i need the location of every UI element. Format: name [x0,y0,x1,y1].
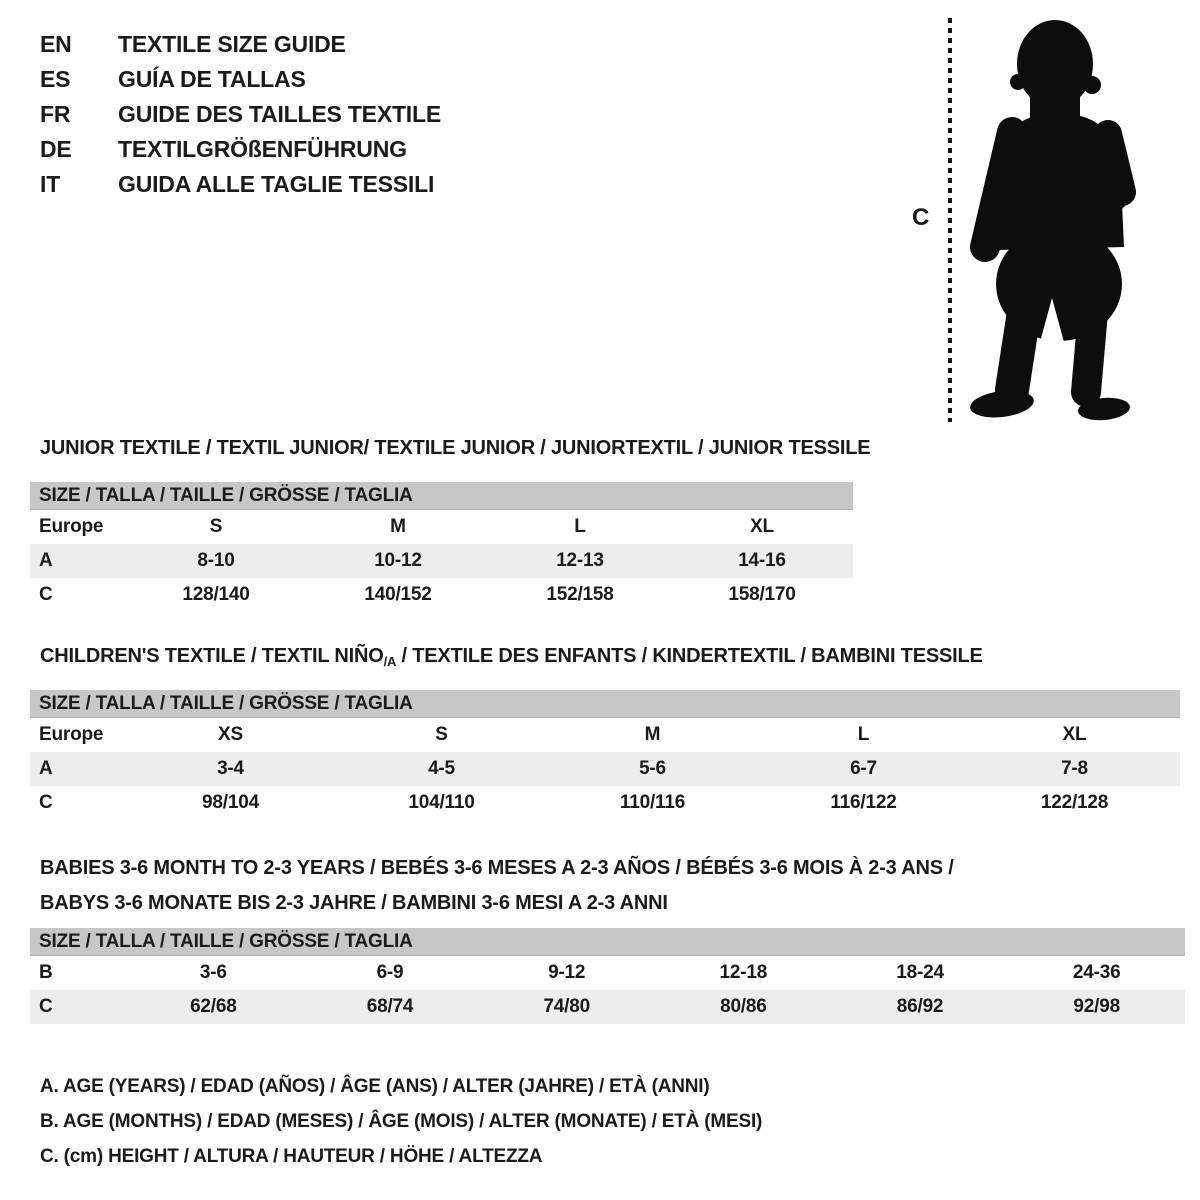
height-cell: 98/104 [202,792,259,813]
table-row-height [30,990,1185,1024]
junior-size-table [30,482,853,612]
babies-size-table [30,928,1185,1024]
language-code: DE [40,136,72,162]
size-header-bar: SIZE / TALLA / TAILLE / GRÖSSE / TAGLIA [30,482,853,510]
months-cell: 18-24 [896,962,944,983]
height-cell: 128/140 [182,584,250,605]
size-figure [0,0,1200,430]
babies-section-title [40,851,954,921]
children-section-title [40,644,983,670]
language-code: EN [40,31,72,57]
children-size-table [30,690,1180,820]
legend-footnotes [40,1069,762,1174]
size-cell: XL [1062,724,1087,745]
table-row-height [30,578,853,612]
height-dashed-line [948,18,952,422]
months-cell: 12-18 [719,962,768,983]
row-label: C [39,792,53,813]
language-title: TEXTILE SIZE GUIDE [118,31,346,57]
children-title-suffix: / TEXTILE DES ENFANTS / KINDERTEXTIL / BAMBINI TESSILE [396,645,983,667]
table-row-europe [30,718,1180,752]
junior-section-title: JUNIOR TEXTILE / TEXTIL JUNIOR/ TEXTILE JUNIOR / JUNIORTEXTIL / JUNIOR TESSILE [40,437,871,459]
language-title: TEXTILGRÖßENFÜHRUNG [118,136,407,162]
footnote-age-years: A. AGE (YEARS) / EDAD (AÑOS) / ÂGE (ANS) / ALTER (JAHRE) / ETÀ (ANNI) [40,1076,710,1097]
size-cell: L [574,516,586,537]
language-title: GUÍA DE TALLAS [118,66,306,92]
size-header-bar: SIZE / TALLA / TAILLE / GRÖSSE / TAGLIA [30,928,1185,956]
age-cell: 3-4 [217,758,244,779]
size-cell: XL [750,516,774,537]
size-cell: M [644,724,661,745]
children-title-subscript: /A [383,654,397,669]
size-cell: XS [218,724,243,745]
table-row-europe [30,510,853,544]
height-measure-label: C [912,204,930,231]
height-cell: 74/80 [543,996,590,1017]
language-title: GUIDE DES TAILLES TEXTILE [118,101,441,127]
months-cell: 3-6 [199,962,227,983]
height-cell: 110/116 [619,792,686,813]
age-cell: 4-5 [428,758,455,779]
age-cell: 5-6 [639,758,666,779]
months-cell: 24-36 [1072,962,1121,983]
row-label: A [39,550,53,571]
age-cell: 12-13 [556,550,604,571]
row-label: C [39,584,53,605]
age-cell: 7-8 [1061,758,1088,779]
height-cell: 122/128 [1040,792,1109,813]
age-cell: 6-7 [850,758,877,779]
language-title: GUIDA ALLE TAGLIE TESSILI [118,171,435,197]
age-cell: 14-16 [738,550,786,571]
footnote-age-months: B. AGE (MONTHS) / EDAD (MESES) / ÂGE (MOIS) / ALTER (MONATE) / ETÀ (MESI) [40,1111,763,1132]
row-label: B [39,962,53,983]
height-cell: 86/92 [896,996,944,1017]
footnote-height-cm: C. (cm) HEIGHT / ALTURA / HAUTEUR / HÖHE / ALTEZZA [40,1146,543,1167]
height-cell: 92/98 [1073,996,1120,1017]
row-label: C [39,996,53,1017]
height-cell: 104/110 [408,792,475,813]
height-cell: 116/122 [830,792,897,813]
size-cell: S [209,516,223,537]
table-row-months [30,956,1185,990]
height-cell: 158/170 [728,584,796,605]
height-cell: 62/68 [190,996,237,1017]
babies-title-line2: BABYS 3-6 MONATE BIS 2-3 JAHRE / BAMBINI 3-6 MESI A 2-3 ANNI [40,892,668,914]
months-cell: 6-9 [376,962,404,983]
months-cell: 9-12 [548,962,586,983]
height-cell: 140/152 [364,584,432,605]
table-row-age [30,752,1180,786]
age-cell: 10-12 [374,550,422,571]
babies-title-line1: BABIES 3-6 MONTH TO 2-3 YEARS / BEBÉS 3-6 MESES A 2-3 AÑOS / BÉBÉS 3-6 MOIS À 2-3 ANS / [40,857,954,879]
baby-silhouette-image [960,12,1136,422]
language-code: FR [40,101,71,127]
row-label: Europe [39,724,104,745]
age-cell: 8-10 [197,550,235,571]
height-cell: 68/74 [366,996,414,1017]
row-label: Europe [39,516,104,537]
size-cell: M [390,516,406,537]
height-cell: 80/86 [720,996,767,1017]
size-cell: S [435,724,448,745]
language-code: IT [40,171,61,197]
table-row-height [30,786,1180,820]
language-code: ES [40,66,71,92]
children-title-prefix: CHILDREN'S TEXTILE / TEXTIL NIÑO [40,645,384,667]
height-cell: 152/158 [546,584,614,605]
table-row-age [30,544,853,578]
row-label: A [39,758,53,779]
size-cell: L [857,724,870,745]
size-header-bar: SIZE / TALLA / TAILLE / GRÖSSE / TAGLIA [30,690,1180,718]
